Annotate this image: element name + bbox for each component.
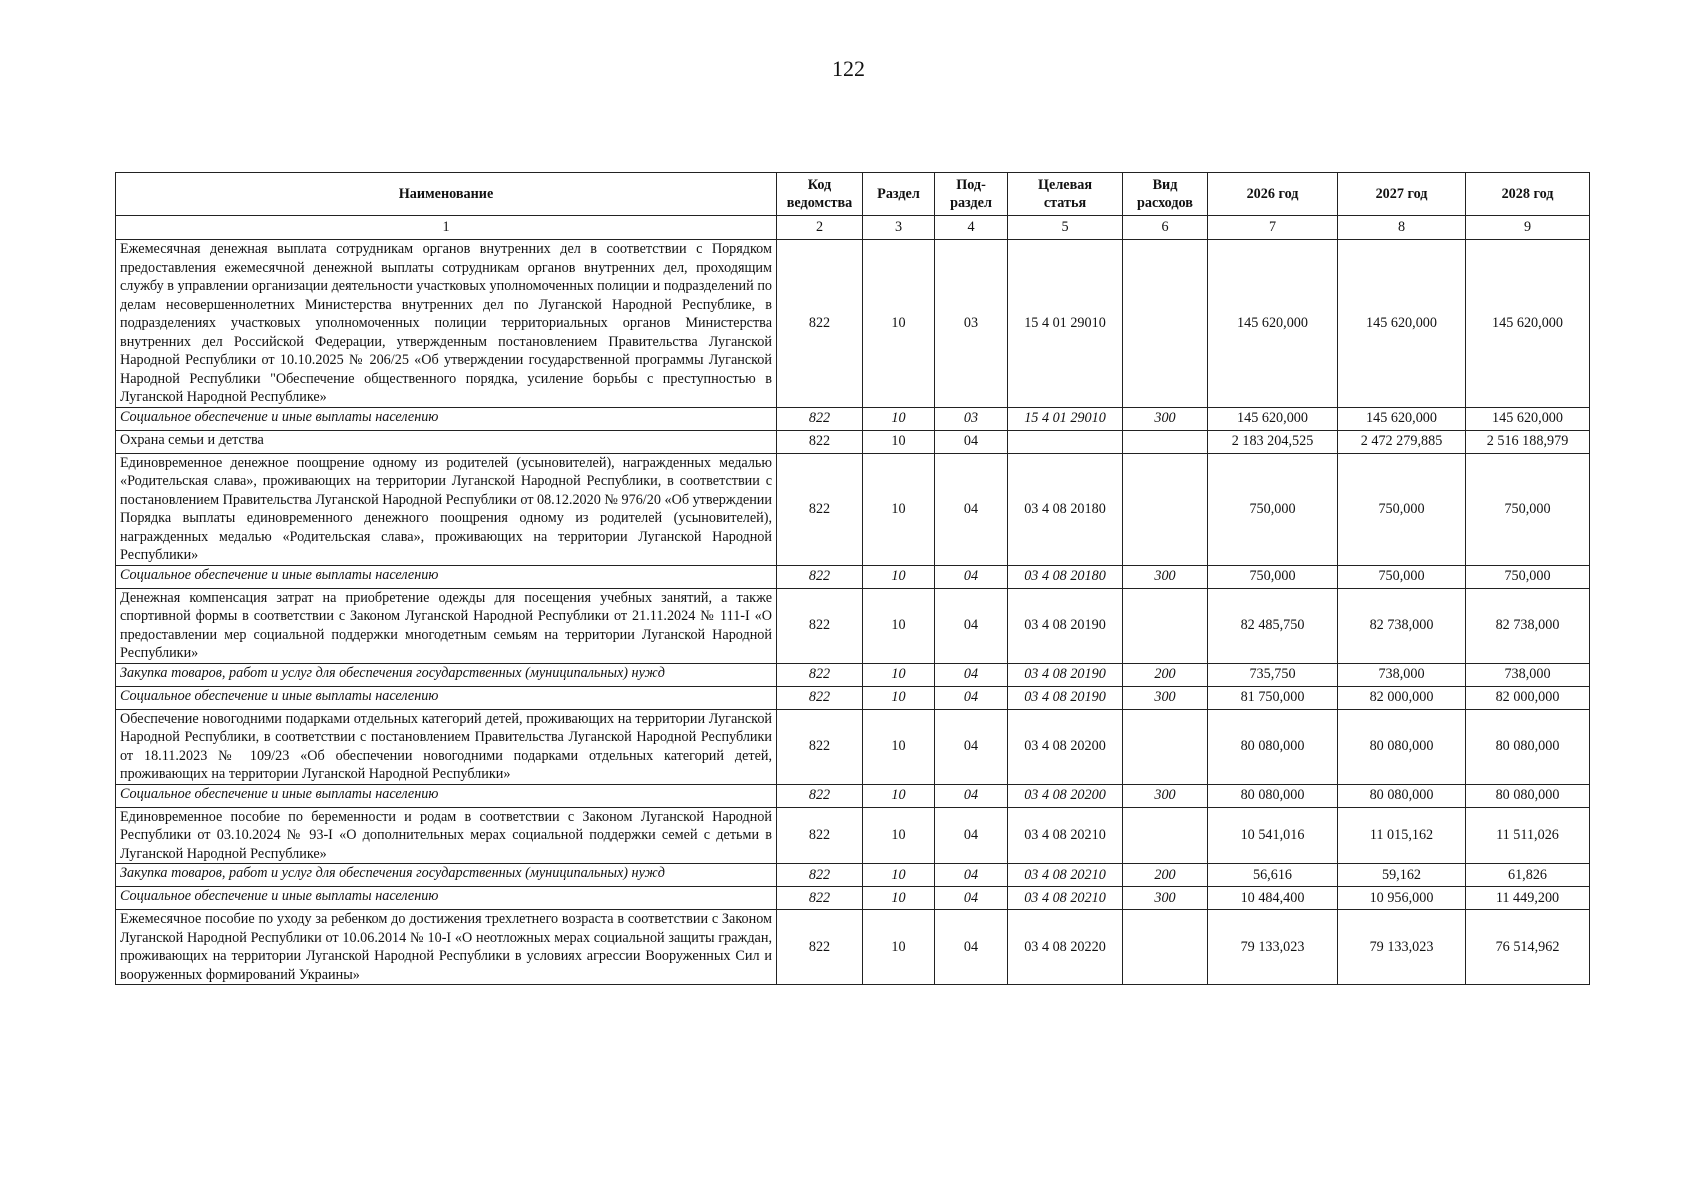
row-subsection: 04: [935, 709, 1008, 784]
row-name: Социальное обеспечение и иные выплаты населению: [116, 887, 777, 910]
row-name: Единовременное пособие по беременности и родам в соответствии с Законом Луганской Народной Республики от 03.10.2024 № 93-I «О дополнительных мерах социальной поддержки семей с детьми в Луганской Народной Республике»: [116, 807, 777, 864]
row-name: Единовременное денежное поощрение одному из родителей (усыновителей), награжденных медалью «Родительская слава», проживающих на территории Луганской Народной Республики, в соответствии с постановлением Правительства Луганской Народной Республики от 08.12.2020 № 976/20 «Об утверждении Порядка выплаты единовременного денежного поощрения одному из родителей (усыновителей), награжденных медалью «Родительская слава», проживающих на территории Луганской Народной Республики»: [116, 453, 777, 565]
row-2027: 738,000: [1338, 663, 1466, 686]
row-expense-type: 300: [1123, 887, 1208, 910]
row-2027: 10 956,000: [1338, 887, 1466, 910]
row-name: Обеспечение новогодними подарками отдельных категорий детей, проживающих на территории Луганской Народной Республики, в соответствии с постановлением Правительства Луганской Народной Республики от 18.11.2023 № 109/23 «Об обеспечении новогодними подарками отдельных категорий детей, проживающих на территории Луганской Народной Республики»: [116, 709, 777, 784]
table-row: [116, 784, 1590, 807]
row-dept-code: 822: [777, 709, 863, 784]
row-section: 10: [863, 588, 935, 663]
row-2026: 750,000: [1208, 453, 1338, 565]
row-2026: 735,750: [1208, 663, 1338, 686]
row-expense-type: [1123, 430, 1208, 453]
row-target: 03 4 08 20180: [1008, 453, 1123, 565]
header-2028: 2028 год: [1466, 173, 1590, 216]
row-target: 03 4 08 20180: [1008, 565, 1123, 588]
row-2028: 61,826: [1466, 864, 1590, 887]
row-section: 10: [863, 887, 935, 910]
column-number: 1: [116, 216, 777, 240]
row-2027: 79 133,023: [1338, 910, 1466, 985]
row-2027: 82 738,000: [1338, 588, 1466, 663]
page-number: 122: [832, 56, 865, 81]
row-name: Социальное обеспечение и иные выплаты населению: [116, 407, 777, 430]
column-number: 5: [1008, 216, 1123, 240]
row-target: 03 4 08 20210: [1008, 887, 1123, 910]
row-expense-type: 200: [1123, 864, 1208, 887]
row-name: Ежемесячная денежная выплата сотрудникам органов внутренних дел в соответствии с Порядком предоставления ежемесячной денежной выплаты сотрудникам органов внутренних дел, проходящим службу в управлении организации деятельности участковых уполномоченных полиции и подразделений по делам несовершеннолетних Министерства внутренних дел по Луганской Народной Республике, в подразделениях участковых уполномоченных полиции территориальных органов Министерства внутренних дел Российской Федерации, утвержденным постановлением Правительства Луганской Народной Республики от 10.10.2025 № 206/25 «Об утверждении государственной программы Луганской Народной Республики "Обеспечение общественного порядка, усиление борьбы с преступностью в Луганской Народной Республике»: [116, 240, 777, 408]
row-2027: 750,000: [1338, 565, 1466, 588]
row-dept-code: 822: [777, 407, 863, 430]
table-row: [116, 407, 1590, 430]
table-row: [116, 910, 1590, 985]
row-target: 03 4 08 20190: [1008, 588, 1123, 663]
row-2027: 750,000: [1338, 453, 1466, 565]
row-2028: 76 514,962: [1466, 910, 1590, 985]
row-name: Охрана семьи и детства: [116, 430, 777, 453]
table-row: [116, 663, 1590, 686]
row-2026: 10 541,016: [1208, 807, 1338, 864]
row-section: 10: [863, 407, 935, 430]
table-row: [116, 453, 1590, 565]
row-name: Социальное обеспечение и иные выплаты населению: [116, 565, 777, 588]
row-dept-code: 822: [777, 686, 863, 709]
row-expense-type: [1123, 240, 1208, 408]
table-row: [116, 709, 1590, 784]
row-subsection: 04: [935, 910, 1008, 985]
row-section: 10: [863, 709, 935, 784]
row-target: 03 4 08 20200: [1008, 709, 1123, 784]
row-dept-code: 822: [777, 864, 863, 887]
row-section: 10: [863, 663, 935, 686]
row-subsection: 04: [935, 807, 1008, 864]
row-subsection: 04: [935, 864, 1008, 887]
row-2027: 145 620,000: [1338, 407, 1466, 430]
row-target: 03 4 08 20210: [1008, 864, 1123, 887]
row-dept-code: 822: [777, 565, 863, 588]
row-expense-type: 300: [1123, 407, 1208, 430]
row-expense-type: 300: [1123, 686, 1208, 709]
row-subsection: 04: [935, 430, 1008, 453]
row-2028: 750,000: [1466, 453, 1590, 565]
row-expense-type: [1123, 910, 1208, 985]
table-row: [116, 588, 1590, 663]
row-2027: 80 080,000: [1338, 784, 1466, 807]
row-target: 03 4 08 20200: [1008, 784, 1123, 807]
table-row: [116, 430, 1590, 453]
row-name: Социальное обеспечение и иные выплаты населению: [116, 784, 777, 807]
row-dept-code: 822: [777, 663, 863, 686]
row-dept-code: 822: [777, 453, 863, 565]
row-2028: 80 080,000: [1466, 784, 1590, 807]
row-target: [1008, 430, 1123, 453]
row-name: Ежемесячное пособие по уходу за ребенком до достижения трехлетнего возраста в соответствии с Законом Луганской Народной Республики от 10.06.2014 № 10-I «О неотложных мерах социальной защиты граждан, проживающих на территории Луганской Народной Республики в условиях агрессии Вооруженных Сил и вооруженных формирований Украины»: [116, 910, 777, 985]
row-subsection: 04: [935, 686, 1008, 709]
row-target: 03 4 08 20190: [1008, 686, 1123, 709]
row-name: Социальное обеспечение и иные выплаты населению: [116, 686, 777, 709]
table-row: [116, 686, 1590, 709]
column-number: 7: [1208, 216, 1338, 240]
row-expense-type: 300: [1123, 784, 1208, 807]
header-dept-code: Код ведомства: [777, 173, 863, 216]
column-number: 9: [1466, 216, 1590, 240]
row-2027: 2 472 279,885: [1338, 430, 1466, 453]
row-section: 10: [863, 864, 935, 887]
row-2026: 80 080,000: [1208, 784, 1338, 807]
row-section: 10: [863, 240, 935, 408]
header-row: [116, 173, 1590, 216]
row-name: Денежная компенсация затрат на приобретение одежды для посещения учебных занятий, а также спортивной формы в соответствии с Законом Луганской Народной Республики от 21.11.2024 № 111-I «О предоставлении мер социальной поддержки многодетным семьям на территории Луганской Народной Республики»: [116, 588, 777, 663]
column-number-row: [116, 216, 1590, 240]
header-subsection: Под- раздел: [935, 173, 1008, 216]
row-target: 03 4 08 20190: [1008, 663, 1123, 686]
row-2027: 11 015,162: [1338, 807, 1466, 864]
row-dept-code: 822: [777, 588, 863, 663]
row-2026: 56,616: [1208, 864, 1338, 887]
row-target: 15 4 01 29010: [1008, 240, 1123, 408]
header-expense-type: Вид расходов: [1123, 173, 1208, 216]
row-section: 10: [863, 910, 935, 985]
table-row: [116, 565, 1590, 588]
table-row: [116, 807, 1590, 864]
table-row: [116, 240, 1590, 408]
row-2027: 59,162: [1338, 864, 1466, 887]
header-2026: 2026 год: [1208, 173, 1338, 216]
row-2028: 11 511,026: [1466, 807, 1590, 864]
row-dept-code: 822: [777, 430, 863, 453]
row-expense-type: [1123, 807, 1208, 864]
column-number: 3: [863, 216, 935, 240]
row-section: 10: [863, 565, 935, 588]
row-name: Закупка товаров, работ и услуг для обеспечения государственных (муниципальных) нужд: [116, 864, 777, 887]
header-section: Раздел: [863, 173, 935, 216]
row-2028: 145 620,000: [1466, 240, 1590, 408]
row-2028: 2 516 188,979: [1466, 430, 1590, 453]
row-target: 03 4 08 20210: [1008, 807, 1123, 864]
row-2026: 80 080,000: [1208, 709, 1338, 784]
column-number: 6: [1123, 216, 1208, 240]
row-expense-type: 300: [1123, 565, 1208, 588]
budget-table: [115, 172, 1590, 985]
table-row: [116, 887, 1590, 910]
row-2026: 81 750,000: [1208, 686, 1338, 709]
row-subsection: 04: [935, 887, 1008, 910]
row-2027: 145 620,000: [1338, 240, 1466, 408]
row-2026: 10 484,400: [1208, 887, 1338, 910]
row-target: 03 4 08 20220: [1008, 910, 1123, 985]
row-section: 10: [863, 686, 935, 709]
row-subsection: 04: [935, 565, 1008, 588]
row-2026: 145 620,000: [1208, 240, 1338, 408]
row-2027: 82 000,000: [1338, 686, 1466, 709]
row-2026: 2 183 204,525: [1208, 430, 1338, 453]
row-subsection: 04: [935, 453, 1008, 565]
row-2028: 750,000: [1466, 565, 1590, 588]
row-2028: 11 449,200: [1466, 887, 1590, 910]
column-number: 8: [1338, 216, 1466, 240]
row-dept-code: 822: [777, 807, 863, 864]
row-subsection: 04: [935, 784, 1008, 807]
row-2028: 738,000: [1466, 663, 1590, 686]
row-dept-code: 822: [777, 910, 863, 985]
column-number: 4: [935, 216, 1008, 240]
header-name: Наименование: [116, 173, 777, 216]
row-2026: 79 133,023: [1208, 910, 1338, 985]
row-dept-code: 822: [777, 887, 863, 910]
column-number: 2: [777, 216, 863, 240]
row-2026: 750,000: [1208, 565, 1338, 588]
row-section: 10: [863, 430, 935, 453]
row-2028: 80 080,000: [1466, 709, 1590, 784]
row-2028: 82 738,000: [1466, 588, 1590, 663]
row-section: 10: [863, 807, 935, 864]
row-expense-type: [1123, 588, 1208, 663]
row-2027: 80 080,000: [1338, 709, 1466, 784]
row-2028: 82 000,000: [1466, 686, 1590, 709]
header-target: Целевая статья: [1008, 173, 1123, 216]
row-subsection: 04: [935, 663, 1008, 686]
header-2027: 2027 год: [1338, 173, 1466, 216]
row-section: 10: [863, 453, 935, 565]
row-expense-type: 200: [1123, 663, 1208, 686]
row-dept-code: 822: [777, 784, 863, 807]
row-subsection: 03: [935, 240, 1008, 408]
row-subsection: 03: [935, 407, 1008, 430]
row-target: 15 4 01 29010: [1008, 407, 1123, 430]
row-subsection: 04: [935, 588, 1008, 663]
row-section: 10: [863, 784, 935, 807]
row-2026: 82 485,750: [1208, 588, 1338, 663]
row-name: Закупка товаров, работ и услуг для обеспечения государственных (муниципальных) нужд: [116, 663, 777, 686]
row-expense-type: [1123, 453, 1208, 565]
row-dept-code: 822: [777, 240, 863, 408]
row-2026: 145 620,000: [1208, 407, 1338, 430]
table-row: [116, 864, 1590, 887]
row-expense-type: [1123, 709, 1208, 784]
row-2028: 145 620,000: [1466, 407, 1590, 430]
